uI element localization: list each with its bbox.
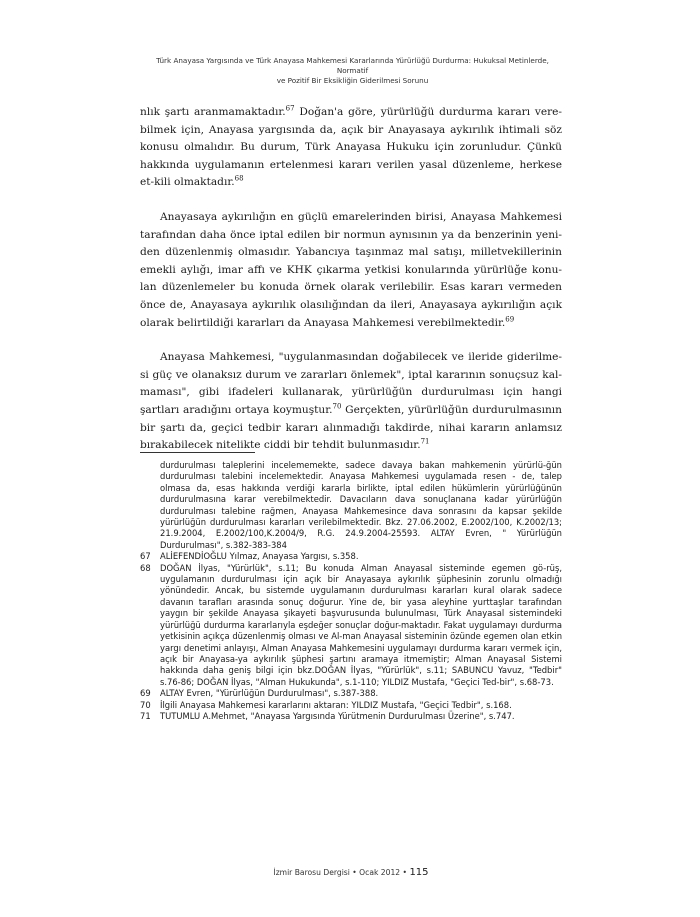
- footnote-text: İlgili Anayasa Mahkemesi kararlarını aktaran: YILDIZ Mustafa, "Geçici Tedbir", s.168.: [160, 699, 512, 710]
- paragraph-3-text-b: Gerçekten, yürürlüğün durdurulmasının bir şartı da, geçici tedbir kararı alınmadığı takdirde, nihai kararın anlamsız bırakabilecek nitelikte ciddi bir tehdit bulunmasıdır.: [140, 403, 562, 452]
- page-number: 115: [409, 867, 429, 878]
- footnote-ref-70: 70: [332, 402, 342, 411]
- footnote-70: [140, 700, 562, 711]
- footnote-text: ALTAY Evren, "Yürürlüğün Durdurulması", s.387-388.: [160, 688, 379, 699]
- footnote-number: 70: [140, 699, 151, 710]
- main-body-text: [140, 104, 562, 472]
- footnote-ref-69: 69: [505, 315, 515, 323]
- paragraph-2: [140, 209, 562, 332]
- footnote-number: 67: [140, 551, 151, 562]
- footnote-text: TUTUMLU A.Mehmet, "Anayasa Yargısında Yürütmenin Durdurulması Üzerine", s.747.: [160, 710, 515, 721]
- footnote-ref-71: 71: [420, 437, 430, 446]
- journal-name: İzmir Barosu Dergisi • Ocak 2012 •: [273, 868, 408, 877]
- paragraph-3-text-a: Anayasa Mahkemesi, "uygulanmasından doğabilecek ve ileride giderilme-si güç ve olanaksız durum ve zararları önlemek", iptal kararının sonuçsuz kal-maması", gibi ifadeleri kullanarak, yürürlüğün durdurulması için hangi şartları aradığını ortaya koymuştur.: [140, 351, 562, 416]
- page-footer: [140, 867, 562, 878]
- footnotes: [140, 460, 562, 722]
- footnote-number: 71: [140, 710, 151, 721]
- footnote-number: 69: [140, 688, 151, 699]
- paragraph-1: [140, 104, 562, 192]
- footnote-text: ALİEFENDİOĞLU Yılmaz, Anayasa Yargısı, s.358.: [160, 551, 359, 562]
- running-header-line-1: Türk Anayasa Yargısında ve Türk Anayasa Mahkemesi Kararlarında Yürürlüğü Durdurma: Hukuksal Metinlerde, Normatif: [156, 56, 549, 75]
- footnote-ref-67: 67: [285, 104, 295, 113]
- paragraph-2-text: Anayasaya aykırılığın en güçlü emarelerinden birisi, Anayasa Mahkemesi tarafından daha önce iptal edilen bir normun aynısının ya da benzerinin yeni-den düzenlenmiş olmasıdır. Yabancıya taşınmaz mal satışı, milletvekillerinin emekli aylığı, imar affı ve KHK çıkarma yetkisi konularında yürürlüğe konu-lan düzenlemeler bu konuda örnek olarak verilebilir. Esas kararı vermeden önce de, Anayasaya aykırılık olasılığından da ileri, Anayasaya aykırılığın açık olarak belirtildiği kararları da Anayasa Mahkemesi verebilmektedir.: [140, 210, 562, 329]
- footnote-separator: [140, 452, 255, 453]
- footnote-67: [140, 551, 562, 562]
- paragraph-1-text-a: nlık şartı aranmamaktadır.: [140, 106, 286, 118]
- footnote-ref-68: 68: [234, 174, 244, 183]
- running-header: [140, 56, 565, 86]
- paragraph-3: [140, 349, 562, 455]
- paragraph-1-text-b: Doğan'a göre, yürürlüğü durdurma kararı vere-bilmek için, Anayasa yargısında da, açık bir Anayasaya aykırılık ihtimali söz konusu olmalıdır. Bu durum, Türk Anayasa Hukuku için zorunludur. Çünkü hakkında uygulamanın ertelenmesi kararı verilen yasal düzenleme, herkese et-kili olmaktadır.: [140, 106, 563, 189]
- footnote-continuation: durdurulması taleplerini incelememekte, sadece davaya bakan mahkemenin yürürlü-ğün durdurulması talebini incelemektedir. Anayasa Mahkemesi uygulamada resen - de, talep olmasa da, esas hakkında verdiği kararla birlikte, iptal edilen hükümlerin yürürlüğünün durdurulmasına karar verebilmektedir. Davacıların dava sonuçlanana kadar yürürlüğün durdurulması talebine rağmen, Anayasa Mahkemesince dava sonrasını da kapsar şekilde yürürlüğün durdurulması kararları verilebilmektedir. Bkz. 27.06.2002, E.2002/100, K.2002/13; 21.9.2004, E.2002/100,K.2004/9, R.G. 24.9.2004-25593. ALTAY Evren, " Yürürlüğün Durdurulması", s.382-383-384: [160, 460, 562, 550]
- footnote-69: [140, 688, 562, 699]
- footnote-text: DOĞAN İlyas, "Yürürlük", s.11; Bu konuda Alman Anayasal sisteminde egemen gö-rüş, uygulamanın durdurulması için açık bir Anayasaya aykırılık şüphesinin zorunlu olmadığı yönündedir. Ancak, bu sistemde uygulamanın durdurulması kararları kural olarak sadece davanın tarafları arasında sonuç doğurur. Yine de, bir yasa aleyhine yurttaşlar tarafından yaygın bir şekilde Anayasa şikayeti başvurusunda bulunulması, Türk Anayasal sistemindeki yürürlüğü durdurma kararlarıyla eşdeğer sonuçlar doğur-maktadır. Fakat uygulamayı durdurma yetkisinin açıkça düzenlenmiş olması ve Al-man Anayasal sisteminin özünde egemen olan etkin yargı denetimi anlayışı, Alman Anayasa Mahkemesini uygulamayı durdurma kararı vermek için, açık bir Anayasa-ya aykırılık şüphesi şartını aramaya itmemiştir; Alman Anayasal Sistemi hakkında daha geniş bilgi için bkz.DOĞAN İlyas, "Yürürlük", s.11; SABUNCU Yavuz, "Tedbir" s.76-86; DOĞAN İlyas, "Alman Hukukunda", s.1-110; YILDIZ Mustafa, "Geçici Ted-bir", s.68-73.: [160, 562, 562, 687]
- footnote-71: [140, 711, 562, 722]
- footnote-68: [140, 563, 562, 688]
- footnote-number: 68: [140, 562, 151, 573]
- running-header-line-2: ve Pozitif Bir Eksikliğin Giderilmesi Sorunu: [276, 76, 429, 85]
